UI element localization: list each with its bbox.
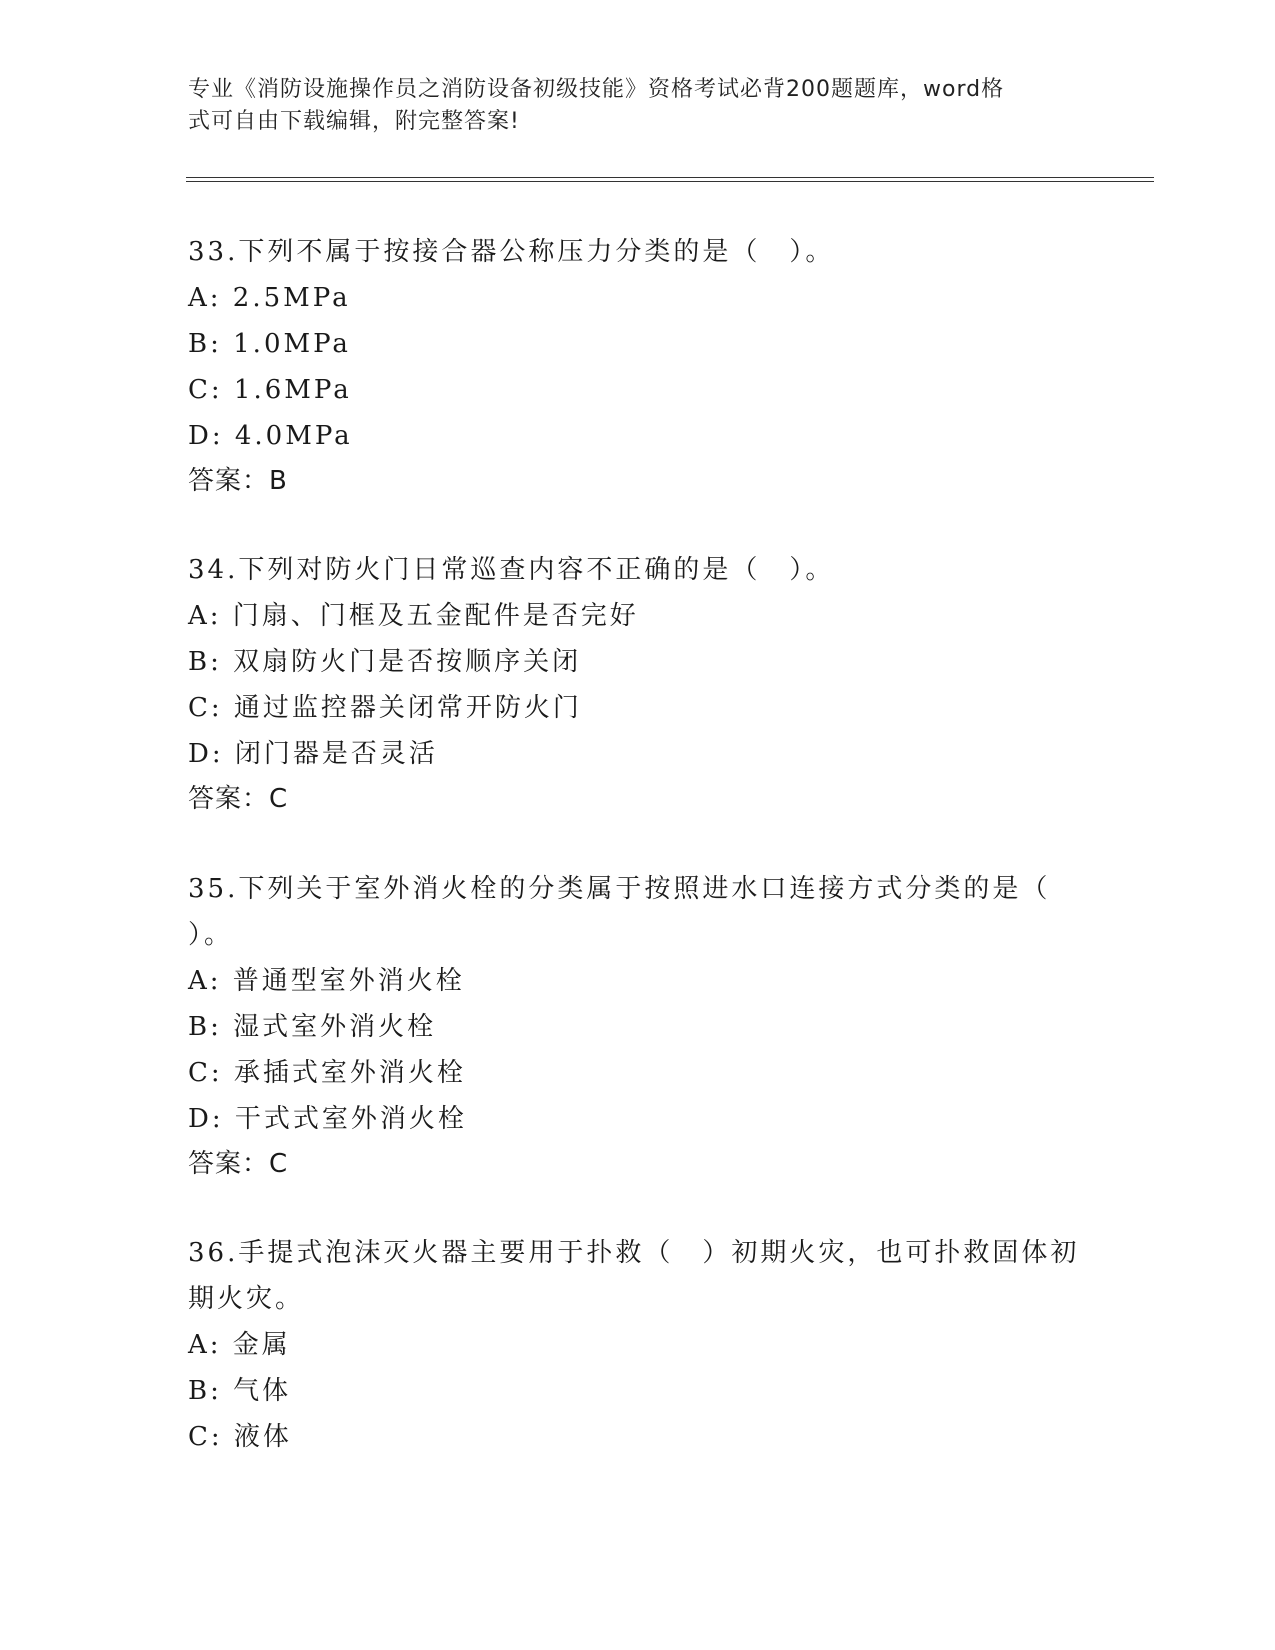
option-c: C: 承插式室外消火栓 bbox=[188, 1058, 466, 1088]
option-b: B: 气体 bbox=[188, 1376, 292, 1406]
option-c: C: 1.6MPa bbox=[188, 375, 352, 405]
header-line-2: 式可自由下载编辑，附完整答案! bbox=[188, 109, 520, 134]
option-a: A: 门扇、门框及五金配件是否完好 bbox=[188, 601, 639, 631]
question-34 bbox=[188, 547, 1088, 821]
answer: 答案：C bbox=[188, 784, 289, 814]
option-c: C: 液体 bbox=[188, 1422, 292, 1452]
question-stem-line-1: 36.手提式泡沫灭火器主要用于扑救（ ）初期火灾，也可扑救固体初 bbox=[188, 1238, 1080, 1268]
answer: 答案：C bbox=[188, 1149, 289, 1179]
option-b: B: 1.0MPa bbox=[188, 329, 351, 359]
question-36 bbox=[188, 1230, 1088, 1460]
question-stem-line-2: 期火灾。 bbox=[188, 1284, 305, 1314]
option-c: C: 通过监控器关闭常开防火门 bbox=[188, 693, 582, 723]
answer: 答案：B bbox=[188, 466, 288, 496]
question-33 bbox=[188, 229, 1088, 503]
header-line-1: 专业《消防设施操作员之消防设备初级技能》资格考试必背200题题库，word格 bbox=[188, 77, 1005, 102]
document-header bbox=[188, 74, 1088, 138]
option-d: D: 4.0MPa bbox=[188, 421, 353, 451]
option-d: D: 闭门器是否灵活 bbox=[188, 739, 438, 769]
question-stem: 34.下列对防火门日常巡查内容不正确的是（ ）。 bbox=[188, 555, 835, 585]
question-35 bbox=[188, 866, 1088, 1186]
question-stem-line-1: 35.下列关于室外消火栓的分类属于按照进水口连接方式分类的是（ bbox=[188, 874, 1051, 904]
header-divider bbox=[186, 177, 1154, 182]
option-b: B: 双扇防火门是否按顺序关闭 bbox=[188, 647, 582, 677]
option-a: A: 金属 bbox=[188, 1330, 291, 1360]
question-stem-line-2: ）。 bbox=[188, 920, 234, 950]
option-a: A: 普通型室外消火栓 bbox=[188, 966, 465, 996]
question-stem: 33.下列不属于按接合器公称压力分类的是（ ）。 bbox=[188, 237, 835, 267]
option-a: A: 2.5MPa bbox=[188, 283, 351, 313]
option-b: B: 湿式室外消火栓 bbox=[188, 1012, 437, 1042]
option-d: D: 干式式室外消火栓 bbox=[188, 1104, 467, 1134]
